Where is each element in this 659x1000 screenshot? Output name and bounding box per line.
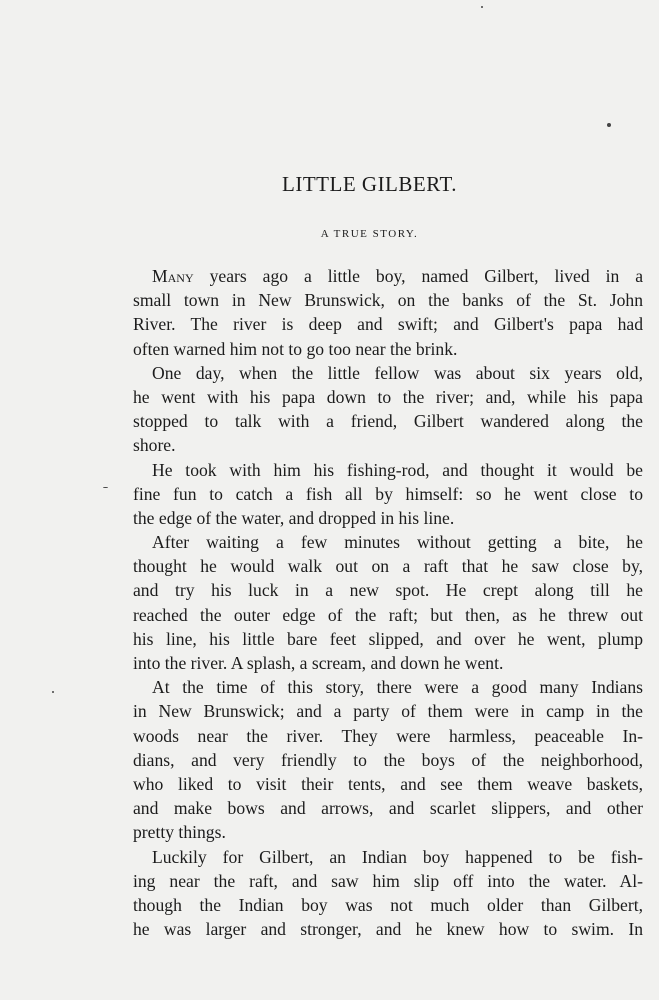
text-line: often warned him not to go too near the brink.	[133, 338, 458, 359]
paragraph	[133, 458, 643, 531]
text-line: One day, when the little fellow was about six years old,	[152, 362, 643, 383]
print-speck	[103, 487, 108, 488]
text-line: pretty things.	[133, 822, 226, 843]
text-line: reached the outer edge of the raft; but then, as he threw out	[133, 604, 643, 625]
text-line: shore.	[133, 435, 176, 456]
print-speck	[607, 123, 611, 127]
text-line: though the Indian boy was not much older than Gilbert,	[133, 894, 643, 915]
story-subtitle: A TRUE STORY.	[320, 228, 419, 240]
drop-word: Many	[152, 266, 194, 286]
paragraph	[133, 264, 643, 361]
paragraph	[133, 361, 643, 458]
text-line: the edge of the water, and dropped in his line.	[133, 507, 455, 528]
text-line: woods near the river. They were harmless, peaceable In-	[133, 725, 643, 746]
text-line: small town in New Brunswick, on the banks of the St. John	[133, 290, 643, 311]
print-speck	[52, 691, 54, 693]
text-line: dians, and very friendly to the boys of the neighborhood,	[133, 749, 643, 770]
text-line: stopped to talk with a friend, Gilbert wandered along the	[133, 411, 643, 432]
paragraph	[133, 530, 643, 675]
text-line: River. The river is deep and swift; and Gilbert's papa had	[133, 314, 643, 335]
text-line: he was larger and stronger, and he knew how to swim. In	[133, 919, 643, 940]
text-line: Many years ago a little boy, named Gilbert, lived in a	[152, 266, 643, 286]
story-title: LITTLE GILBERT.	[282, 172, 457, 196]
paragraph	[133, 845, 643, 942]
text-line: He took with him his fishing-rod, and thought it would be	[152, 459, 643, 480]
text-line: who liked to visit their tents, and see them weave baskets,	[133, 773, 643, 794]
text-line: fine fun to catch a fish all by himself: so he went close to	[133, 483, 643, 504]
text-line: At the time of this story, there were a good many Indians	[152, 677, 643, 698]
text-line: and make bows and arrows, and scarlet slippers, and other	[133, 798, 643, 819]
text-line: in New Brunswick; and a party of them were in camp in the	[133, 701, 643, 722]
print-speck	[481, 6, 483, 8]
text-line: into the river. A splash, a scream, and down he went.	[133, 653, 504, 673]
text-line: After waiting a few minutes without getting a bite, he	[152, 532, 643, 553]
text-line: Luckily for Gilbert, an Indian boy happened to be fish-	[152, 846, 643, 867]
text-line: and try his luck in a new spot. He crept along till he	[133, 580, 643, 601]
text-line: his line, his little bare feet slipped, and over he went, plump	[133, 628, 643, 649]
text-line: he went with his papa down to the river; and, while his papa	[133, 386, 643, 407]
text-line: thought he would walk out on a raft that he saw close by,	[133, 556, 643, 577]
text-line: ing near the raft, and saw him slip off into the water. Al-	[133, 870, 643, 891]
story-body	[133, 264, 643, 941]
paragraph	[133, 675, 643, 844]
